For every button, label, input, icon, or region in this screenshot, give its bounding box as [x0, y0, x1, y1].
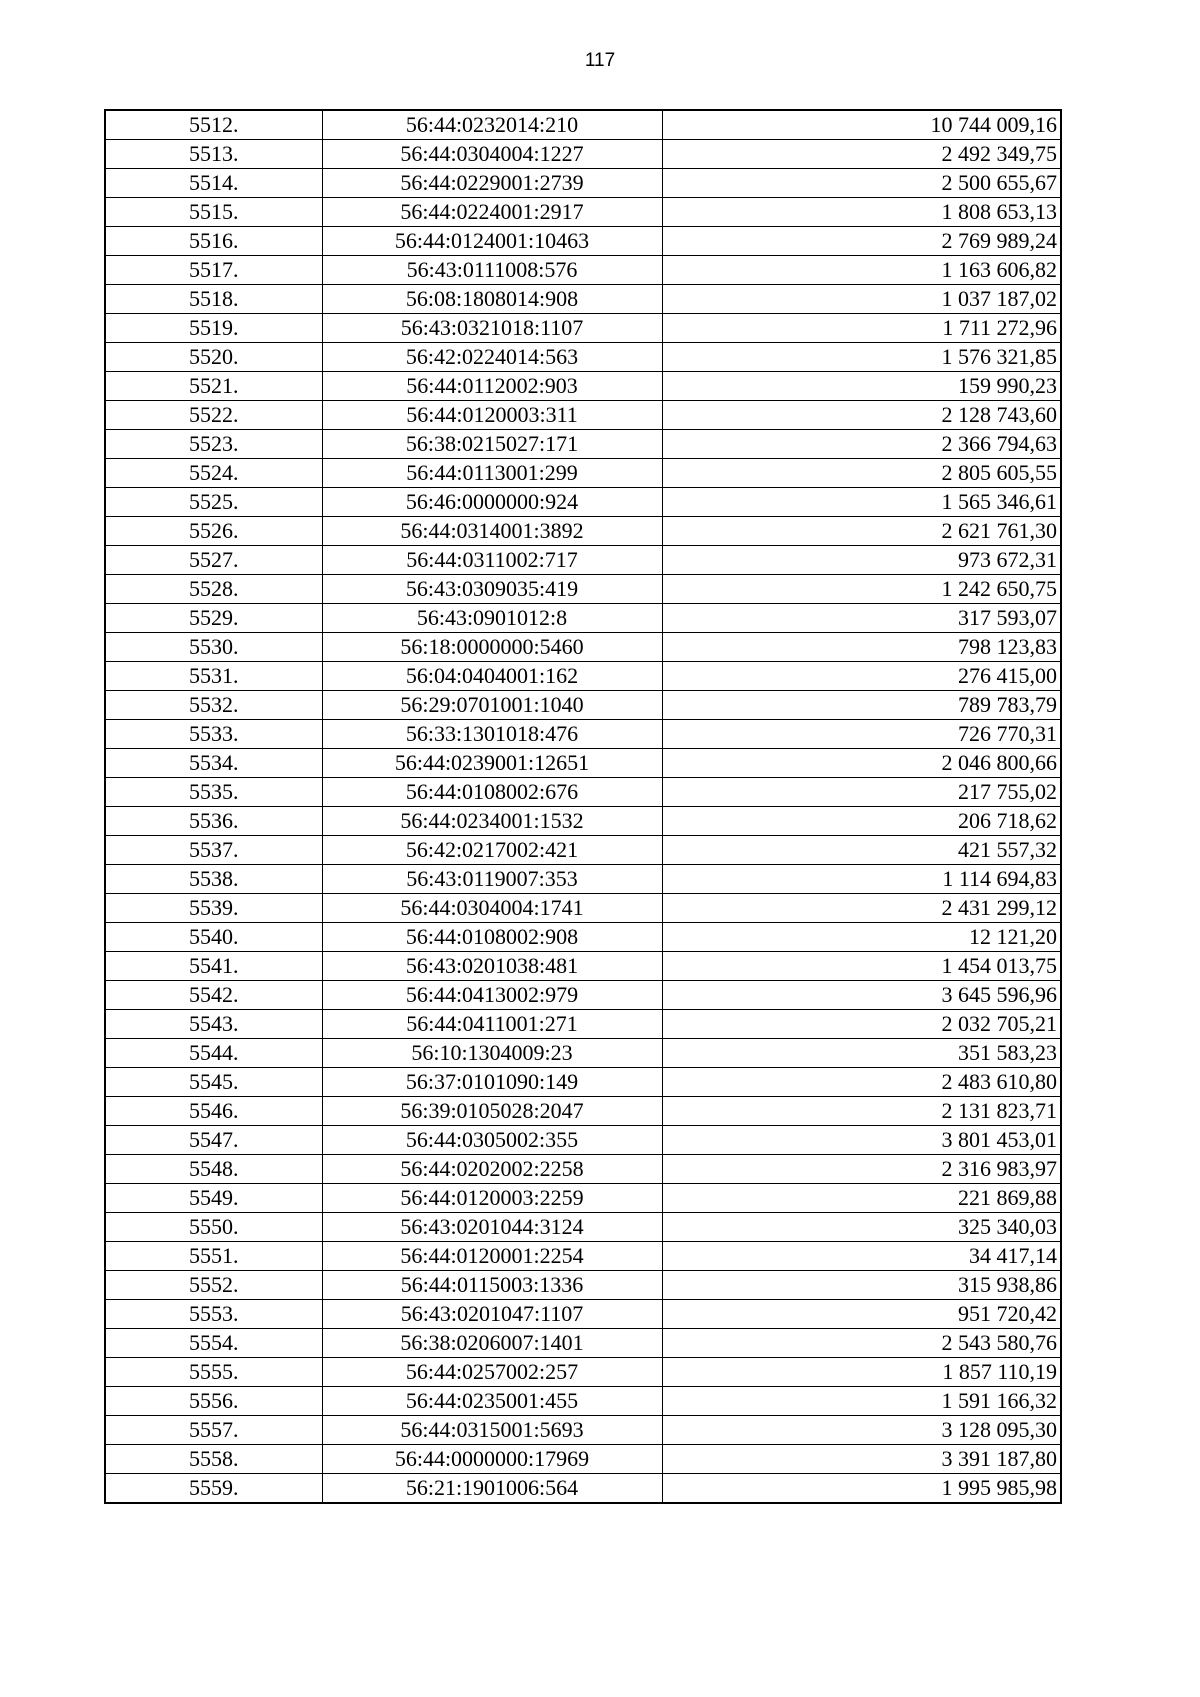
- cadastral-value-cell: 1 163 606,82: [662, 256, 1061, 285]
- table-row: [105, 1300, 1061, 1329]
- table-row: [105, 1155, 1061, 1184]
- cadastral-number-cell: 56:43:0901012:8: [322, 604, 662, 633]
- row-number-cell: 5529.: [105, 604, 322, 633]
- cadastral-number-cell: 56:42:0224014:563: [322, 343, 662, 372]
- cadastral-number-cell: 56:18:0000000:5460: [322, 633, 662, 662]
- row-number-cell: 5551.: [105, 1242, 322, 1271]
- cadastral-value-cell: 159 990,23: [662, 372, 1061, 401]
- cadastral-value-cell: 2 483 610,80: [662, 1068, 1061, 1097]
- table-row: [105, 1358, 1061, 1387]
- cadastral-number-cell: 56:38:0206007:1401: [322, 1329, 662, 1358]
- cadastral-value-cell: 10 744 009,16: [662, 110, 1061, 140]
- table-row: [105, 1039, 1061, 1068]
- cadastral-number-cell: 56:43:0201047:1107: [322, 1300, 662, 1329]
- row-number-cell: 5533.: [105, 720, 322, 749]
- row-number-cell: 5528.: [105, 575, 322, 604]
- row-number-cell: 5523.: [105, 430, 322, 459]
- table-row: [105, 343, 1061, 372]
- cadastral-value-cell: 3 128 095,30: [662, 1416, 1061, 1445]
- cadastral-value-cell: 2 131 823,71: [662, 1097, 1061, 1126]
- table-row: [105, 169, 1061, 198]
- cadastral-value-cell: 34 417,14: [662, 1242, 1061, 1271]
- row-number-cell: 5544.: [105, 1039, 322, 1068]
- cadastral-number-cell: 56:44:0124001:10463: [322, 227, 662, 256]
- cadastral-number-cell: 56:44:0224001:2917: [322, 198, 662, 227]
- row-number-cell: 5522.: [105, 401, 322, 430]
- table-body: [105, 110, 1061, 1503]
- cadastral-number-cell: 56:44:0120001:2254: [322, 1242, 662, 1271]
- table-row: [105, 110, 1061, 140]
- cadastral-value-cell: 2 805 605,55: [662, 459, 1061, 488]
- row-number-cell: 5543.: [105, 1010, 322, 1039]
- row-number-cell: 5518.: [105, 285, 322, 314]
- cadastral-value-cell: 1 576 321,85: [662, 343, 1061, 372]
- table-row: [105, 749, 1061, 778]
- table-row: [105, 285, 1061, 314]
- table-row: [105, 836, 1061, 865]
- cadastral-value-cell: 1 242 650,75: [662, 575, 1061, 604]
- cadastral-number-cell: 56:44:0232014:210: [322, 110, 662, 140]
- cadastral-number-cell: 56:08:1808014:908: [322, 285, 662, 314]
- cadastral-number-cell: 56:37:0101090:149: [322, 1068, 662, 1097]
- row-number-cell: 5556.: [105, 1387, 322, 1416]
- row-number-cell: 5520.: [105, 343, 322, 372]
- cadastral-number-cell: 56:44:0000000:17969: [322, 1445, 662, 1474]
- table-row: [105, 1068, 1061, 1097]
- row-number-cell: 5542.: [105, 981, 322, 1010]
- cadastral-value-cell: 1 995 985,98: [662, 1474, 1061, 1504]
- cadastral-value-cell: 2 769 989,24: [662, 227, 1061, 256]
- row-number-cell: 5514.: [105, 169, 322, 198]
- row-number-cell: 5515.: [105, 198, 322, 227]
- table-row: [105, 1213, 1061, 1242]
- cadastral-number-cell: 56:44:0108002:676: [322, 778, 662, 807]
- table-row: [105, 1010, 1061, 1039]
- cadastral-value-cell: 1 711 272,96: [662, 314, 1061, 343]
- cadastral-value-cell: 276 415,00: [662, 662, 1061, 691]
- cadastral-value-cell: 726 770,31: [662, 720, 1061, 749]
- table-row: [105, 517, 1061, 546]
- cadastral-value-cell: 351 583,23: [662, 1039, 1061, 1068]
- table-row: [105, 1184, 1061, 1213]
- cadastral-number-cell: 56:44:0234001:1532: [322, 807, 662, 836]
- cadastral-value-cell: 217 755,02: [662, 778, 1061, 807]
- cadastral-number-cell: 56:38:0215027:171: [322, 430, 662, 459]
- cadastral-number-cell: 56:42:0217002:421: [322, 836, 662, 865]
- cadastral-value-cell: 3 801 453,01: [662, 1126, 1061, 1155]
- table-row: [105, 575, 1061, 604]
- cadastral-value-cell: 1 037 187,02: [662, 285, 1061, 314]
- cadastral-value-table: [104, 109, 1062, 1504]
- table-row: [105, 1271, 1061, 1300]
- cadastral-number-cell: 56:43:0111008:576: [322, 256, 662, 285]
- row-number-cell: 5534.: [105, 749, 322, 778]
- cadastral-value-cell: 1 565 346,61: [662, 488, 1061, 517]
- cadastral-number-cell: 56:44:0311002:717: [322, 546, 662, 575]
- cadastral-number-cell: 56:44:0304004:1227: [322, 140, 662, 169]
- cadastral-number-cell: 56:44:0315001:5693: [322, 1416, 662, 1445]
- cadastral-value-cell: 221 869,88: [662, 1184, 1061, 1213]
- row-number-cell: 5559.: [105, 1474, 322, 1504]
- cadastral-value-cell: 798 123,83: [662, 633, 1061, 662]
- row-number-cell: 5538.: [105, 865, 322, 894]
- cadastral-number-cell: 56:44:0108002:908: [322, 923, 662, 952]
- table-row: [105, 894, 1061, 923]
- cadastral-value-cell: 2 543 580,76: [662, 1329, 1061, 1358]
- row-number-cell: 5526.: [105, 517, 322, 546]
- cadastral-number-cell: 56:44:0120003:311: [322, 401, 662, 430]
- table-row: [105, 633, 1061, 662]
- row-number-cell: 5516.: [105, 227, 322, 256]
- row-number-cell: 5536.: [105, 807, 322, 836]
- cadastral-value-cell: 1 114 694,83: [662, 865, 1061, 894]
- row-number-cell: 5557.: [105, 1416, 322, 1445]
- table-row: [105, 981, 1061, 1010]
- cadastral-value-cell: 1 808 653,13: [662, 198, 1061, 227]
- cadastral-number-cell: 56:44:0229001:2739: [322, 169, 662, 198]
- table-row: [105, 923, 1061, 952]
- cadastral-number-cell: 56:44:0314001:3892: [322, 517, 662, 546]
- table-row: [105, 1474, 1061, 1504]
- row-number-cell: 5535.: [105, 778, 322, 807]
- row-number-cell: 5547.: [105, 1126, 322, 1155]
- table-row: [105, 952, 1061, 981]
- cadastral-number-cell: 56:44:0235001:455: [322, 1387, 662, 1416]
- cadastral-number-cell: 56:44:0257002:257: [322, 1358, 662, 1387]
- cadastral-number-cell: 56:46:0000000:924: [322, 488, 662, 517]
- table-row: [105, 1097, 1061, 1126]
- cadastral-number-cell: 56:44:0112002:903: [322, 372, 662, 401]
- table-row: [105, 140, 1061, 169]
- cadastral-number-cell: 56:44:0120003:2259: [322, 1184, 662, 1213]
- cadastral-value-cell: 325 340,03: [662, 1213, 1061, 1242]
- row-number-cell: 5553.: [105, 1300, 322, 1329]
- cadastral-number-cell: 56:43:0309035:419: [322, 575, 662, 604]
- table-row: [105, 314, 1061, 343]
- cadastral-value-cell: 2 316 983,97: [662, 1155, 1061, 1184]
- cadastral-number-cell: 56:10:1304009:23: [322, 1039, 662, 1068]
- row-number-cell: 5513.: [105, 140, 322, 169]
- row-number-cell: 5552.: [105, 1271, 322, 1300]
- table-row: [105, 401, 1061, 430]
- table-row: [105, 459, 1061, 488]
- row-number-cell: 5537.: [105, 836, 322, 865]
- table-row: [105, 546, 1061, 575]
- row-number-cell: 5512.: [105, 110, 322, 140]
- cadastral-number-cell: 56:44:0202002:2258: [322, 1155, 662, 1184]
- cadastral-number-cell: 56:44:0305002:355: [322, 1126, 662, 1155]
- cadastral-number-cell: 56:29:0701001:1040: [322, 691, 662, 720]
- cadastral-value-cell: 3 645 596,96: [662, 981, 1061, 1010]
- cadastral-value-cell: 2 032 705,21: [662, 1010, 1061, 1039]
- cadastral-number-cell: 56:44:0115003:1336: [322, 1271, 662, 1300]
- cadastral-value-cell: 421 557,32: [662, 836, 1061, 865]
- row-number-cell: 5521.: [105, 372, 322, 401]
- row-number-cell: 5550.: [105, 1213, 322, 1242]
- row-number-cell: 5517.: [105, 256, 322, 285]
- cadastral-value-cell: 12 121,20: [662, 923, 1061, 952]
- cadastral-value-cell: 3 391 187,80: [662, 1445, 1061, 1474]
- table-row: [105, 807, 1061, 836]
- cadastral-value-cell: 951 720,42: [662, 1300, 1061, 1329]
- row-number-cell: 5539.: [105, 894, 322, 923]
- cadastral-number-cell: 56:04:0404001:162: [322, 662, 662, 691]
- cadastral-number-cell: 56:43:0201044:3124: [322, 1213, 662, 1242]
- table-row: [105, 1242, 1061, 1271]
- table-row: [105, 865, 1061, 894]
- cadastral-value-cell: 317 593,07: [662, 604, 1061, 633]
- cadastral-number-cell: 56:44:0239001:12651: [322, 749, 662, 778]
- cadastral-number-cell: 56:39:0105028:2047: [322, 1097, 662, 1126]
- cadastral-number-cell: 56:44:0304004:1741: [322, 894, 662, 923]
- cadastral-value-cell: 1 454 013,75: [662, 952, 1061, 981]
- cadastral-number-cell: 56:21:1901006:564: [322, 1474, 662, 1504]
- row-number-cell: 5530.: [105, 633, 322, 662]
- table-row: [105, 1445, 1061, 1474]
- cadastral-value-cell: 206 718,62: [662, 807, 1061, 836]
- table-row: [105, 227, 1061, 256]
- cadastral-value-cell: 2 431 299,12: [662, 894, 1061, 923]
- cadastral-value-cell: 1 857 110,19: [662, 1358, 1061, 1387]
- cadastral-number-cell: 56:44:0413002:979: [322, 981, 662, 1010]
- row-number-cell: 5549.: [105, 1184, 322, 1213]
- table-row: [105, 488, 1061, 517]
- cadastral-value-cell: 315 938,86: [662, 1271, 1061, 1300]
- cadastral-number-cell: 56:44:0113001:299: [322, 459, 662, 488]
- table-row: [105, 691, 1061, 720]
- table-row: [105, 778, 1061, 807]
- row-number-cell: 5548.: [105, 1155, 322, 1184]
- row-number-cell: 5546.: [105, 1097, 322, 1126]
- table-row: [105, 1387, 1061, 1416]
- row-number-cell: 5527.: [105, 546, 322, 575]
- table-row: [105, 430, 1061, 459]
- cadastral-value-cell: 2 046 800,66: [662, 749, 1061, 778]
- row-number-cell: 5524.: [105, 459, 322, 488]
- cadastral-value-cell: 2 621 761,30: [662, 517, 1061, 546]
- cadastral-number-cell: 56:43:0119007:353: [322, 865, 662, 894]
- table-row: [105, 662, 1061, 691]
- cadastral-value-cell: 2 366 794,63: [662, 430, 1061, 459]
- row-number-cell: 5540.: [105, 923, 322, 952]
- table-row: [105, 1126, 1061, 1155]
- cadastral-value-cell: 2 128 743,60: [662, 401, 1061, 430]
- cadastral-value-cell: 789 783,79: [662, 691, 1061, 720]
- row-number-cell: 5554.: [105, 1329, 322, 1358]
- table-row: [105, 198, 1061, 227]
- cadastral-number-cell: 56:44:0411001:271: [322, 1010, 662, 1039]
- cadastral-value-cell: 973 672,31: [662, 546, 1061, 575]
- row-number-cell: 5558.: [105, 1445, 322, 1474]
- page-number: 117: [584, 50, 616, 71]
- row-number-cell: 5532.: [105, 691, 322, 720]
- table-row: [105, 372, 1061, 401]
- cadastral-number-cell: 56:43:0201038:481: [322, 952, 662, 981]
- row-number-cell: 5541.: [105, 952, 322, 981]
- table-row: [105, 1329, 1061, 1358]
- cadastral-number-cell: 56:43:0321018:1107: [322, 314, 662, 343]
- cadastral-value-cell: 1 591 166,32: [662, 1387, 1061, 1416]
- row-number-cell: 5545.: [105, 1068, 322, 1097]
- row-number-cell: 5519.: [105, 314, 322, 343]
- table-row: [105, 256, 1061, 285]
- cadastral-value-cell: 2 500 655,67: [662, 169, 1061, 198]
- table-row: [105, 720, 1061, 749]
- cadastral-value-cell: 2 492 349,75: [662, 140, 1061, 169]
- table-row: [105, 1416, 1061, 1445]
- row-number-cell: 5525.: [105, 488, 322, 517]
- cadastral-number-cell: 56:33:1301018:476: [322, 720, 662, 749]
- table-row: [105, 604, 1061, 633]
- row-number-cell: 5531.: [105, 662, 322, 691]
- row-number-cell: 5555.: [105, 1358, 322, 1387]
